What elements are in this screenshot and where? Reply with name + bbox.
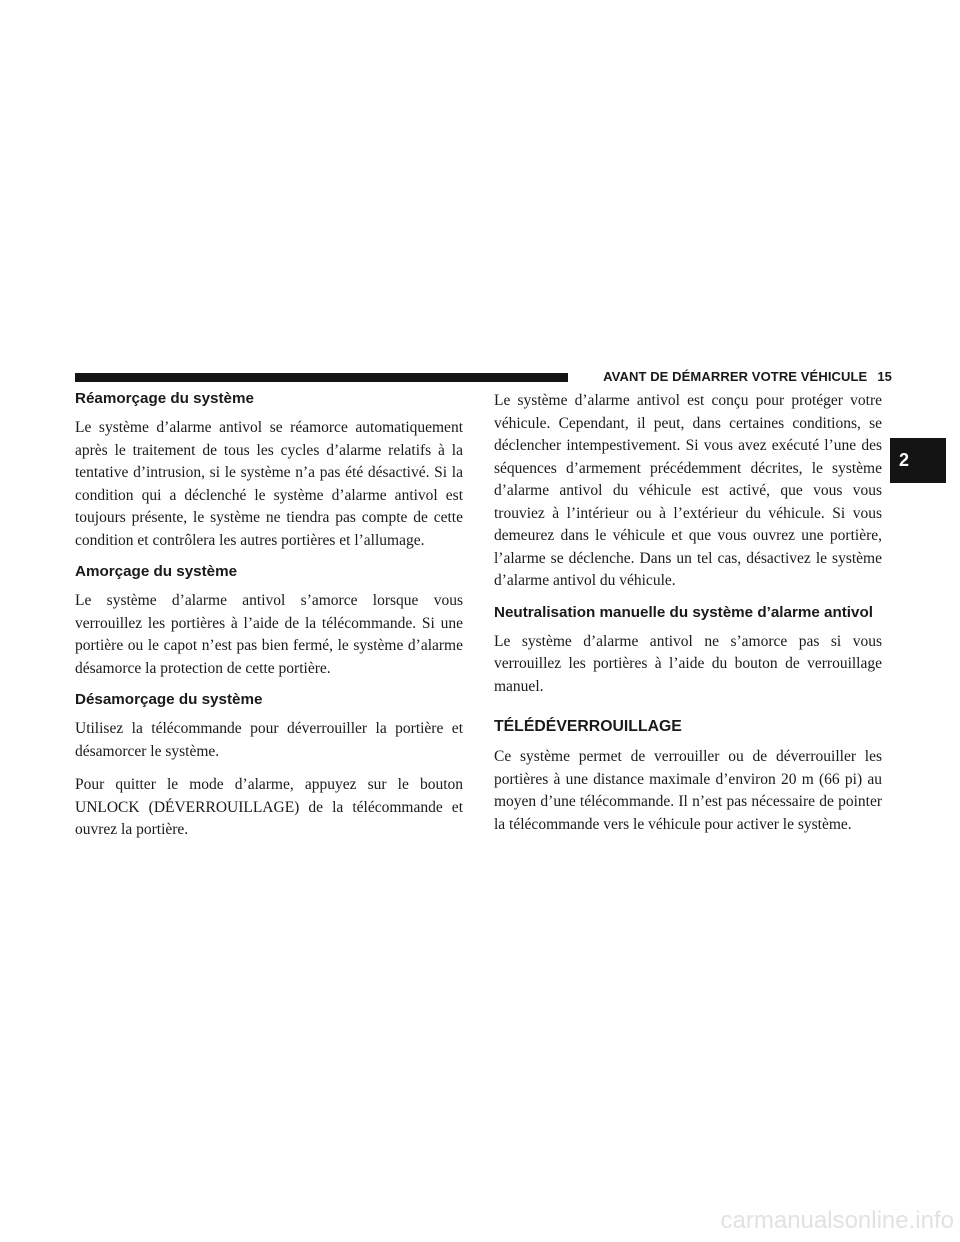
left-column bbox=[75, 390, 463, 853]
heading-manual-override: Neutralisation manuelle du système d’alarme antivol bbox=[494, 603, 873, 621]
watermark: carmanualsonline.info bbox=[720, 1207, 954, 1234]
paragraph-disarming-2: Pour quitter le mode d’alarme, appuyez sur le bouton UNLOCK (DÉVERROUILLAGE) de la télécommande et ouvrez la portière. bbox=[75, 776, 463, 838]
right-column bbox=[494, 390, 882, 847]
paragraph-rearming: Le système d’alarme antivol se réamorce automatiquement après le traitement de tous les cycles d’alarme relatifs à la tentative d’intrusion, si le système n’a pas été désactivé. Si la condition qui a déclenché le système d’alarme antivol est toujours présente, le système ne tiendra pas compte de cette condition et contrôlera les autres portières et l’allumage. bbox=[75, 419, 463, 549]
header-rule bbox=[75, 373, 568, 382]
heading-disarming: Désamorçage du système bbox=[75, 691, 263, 708]
paragraph-remote-unlock: Ce système permet de verrouiller ou de déverrouiller les portières à une distance maximale d’environ 20 m (66 pi) au moyen d’une télécommande. Il n’est pas nécessaire de pointer la télécommande vers le véhicule pour activer le système. bbox=[494, 748, 882, 833]
heading-rearming: Réamorçage du système bbox=[75, 390, 254, 407]
heading-arming: Amorçage du système bbox=[75, 563, 238, 580]
chapter-tab: 2 bbox=[890, 438, 946, 483]
running-header bbox=[590, 369, 892, 384]
page-number: 15 bbox=[877, 369, 892, 384]
paragraph-manual-override: Le système d’alarme antivol ne s’amorce pas si vous verrouillez les portières à l’aide du bouton de verrouillage manuel. bbox=[494, 632, 882, 695]
paragraph-disarming-1: Utilisez la télécommande pour déverrouiller la portière et désamorcer le système. bbox=[75, 720, 463, 760]
paragraph-arming: Le système d’alarme antivol s’amorce lorsque vous verrouillez les portières à l’aide de la télécommande. Si une portière ou le capot n’est pas bien fermé, le système d’alarme désamorce la protection de cette portière. bbox=[75, 592, 463, 677]
heading-remote-unlock: TÉLÉDÉVERROUILLAGE bbox=[494, 718, 682, 735]
paragraph-alarm-intro: Le système d’alarme antivol est conçu pour protéger votre véhicule. Cependant, il peut, dans certaines conditions, se déclencher intempestivement. Si vous avez exécuté l’une des séquences d’armement précédemment décrites, le système d’alarme antivol du véhicule est activé, que vous vous trouviez à l’intérieur ou à l’extérieur du véhicule. Si vous demeurez dans le véhicule et que vous ouvrez une portière, l’alarme se déclenche. Dans un tel cas, désactivez le système d’alarme antivol du véhicule. bbox=[494, 392, 882, 589]
section-title: AVANT DE DÉMARRER VOTRE VÉHICULE bbox=[603, 369, 868, 384]
